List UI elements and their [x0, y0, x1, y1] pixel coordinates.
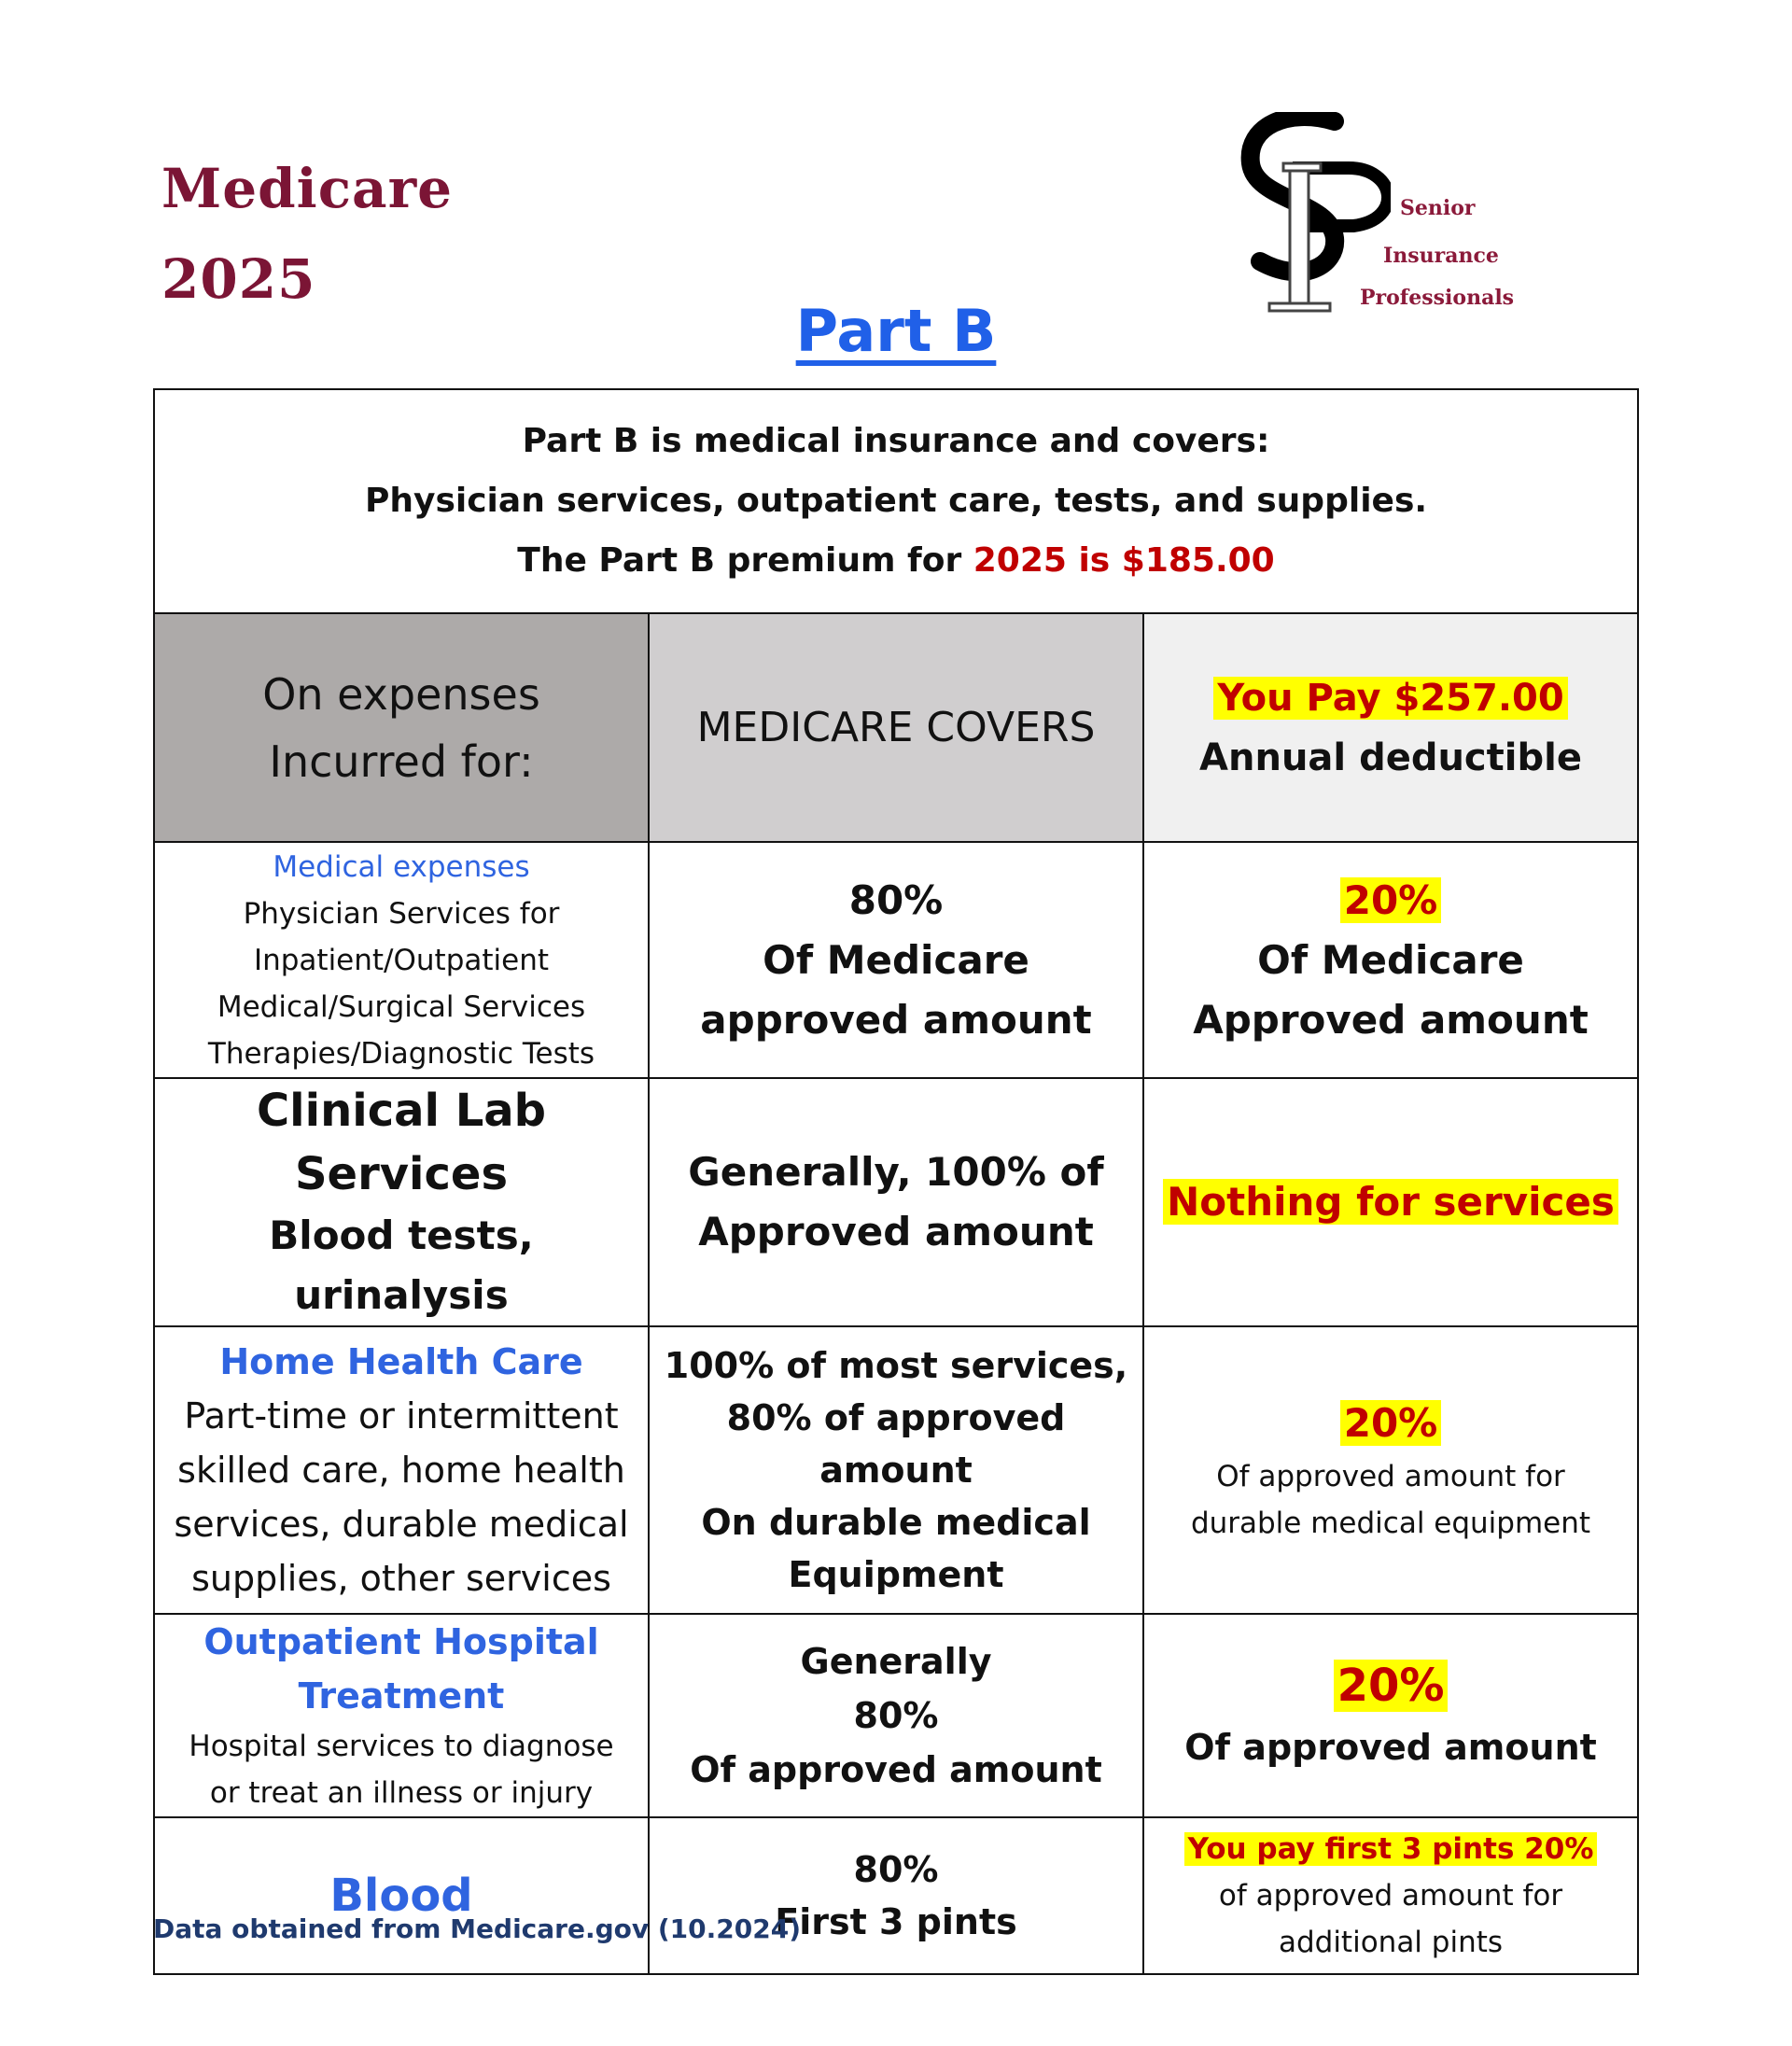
row-title: Clinical Lab Services: [256, 1085, 547, 1200]
you-pay-line: of approved amount for: [1218, 1879, 1563, 1913]
premium-prefix: The Part B premium for: [517, 541, 973, 580]
row-detail: or treat an illness or injury: [209, 1776, 594, 1810]
you-pay-cell: [1143, 1614, 1638, 1817]
deductible-label: Annual deductible: [1199, 736, 1582, 779]
company-logo: [1232, 112, 1531, 317]
you-pay-cell: [1143, 1078, 1638, 1326]
you-pay-line: Of approved amount: [1184, 1727, 1597, 1768]
you-pay-highlight: 20%: [1340, 877, 1442, 923]
covers-line: 80% of approved amount: [726, 1397, 1066, 1491]
covers-cell: [649, 842, 1143, 1078]
covers-line: Generally: [800, 1641, 992, 1682]
row-title: Medical expenses: [273, 849, 530, 884]
you-pay-line: Of approved amount for: [1216, 1460, 1565, 1493]
row-detail: Hospital services to diagnose: [189, 1730, 614, 1763]
you-pay-cell: [1143, 1817, 1638, 1974]
you-pay-line: durable medical equipment: [1190, 1506, 1591, 1540]
row-detail: Inpatient/Outpatient: [253, 943, 550, 977]
table-row: [154, 1817, 1638, 1974]
you-pay-line: additional pints: [1278, 1926, 1504, 1959]
row-detail: Therapies/Diagnostic Tests: [207, 1036, 595, 1071]
source-note: Data obtained from Medicare.gov (10.2024): [153, 1913, 802, 1944]
intro-line-2: Physician services, outpatient care, tests, and supplies.: [364, 482, 1428, 520]
covers-line: 80%: [853, 1695, 939, 1736]
table-row: [154, 1614, 1638, 1817]
covers-cell: [649, 1614, 1143, 1817]
intro-line-3: [164, 531, 1628, 591]
you-pay-line: Of Medicare: [1257, 936, 1524, 983]
you-pay-line: Approved amount: [1193, 996, 1589, 1043]
covers-line: On durable medical: [701, 1502, 1091, 1543]
covers-line: First 3 pints: [775, 1901, 1017, 1942]
title-year: 2025: [161, 247, 316, 311]
row-detail: Blood tests, urinalysis: [269, 1212, 534, 1318]
covers-line: 80%: [853, 1849, 939, 1890]
table-row: [154, 1078, 1638, 1326]
you-pay-highlight: You pay first 3 pints 20%: [1184, 1832, 1598, 1866]
you-pay-highlight: 20%: [1334, 1660, 1449, 1712]
table-row: [154, 1326, 1638, 1614]
row-title: Blood: [329, 1870, 473, 1922]
header-expenses-line-2: Incurred for:: [269, 736, 534, 787]
covers-cell: [649, 1326, 1143, 1614]
covers-line: Generally, 100% of: [688, 1149, 1104, 1195]
covers-line: Approved amount: [698, 1209, 1094, 1254]
expense-cell: [154, 1817, 649, 1974]
row-title-cont: Treatment: [298, 1675, 505, 1717]
covers-line: Equipment: [788, 1554, 1004, 1595]
row-detail: Medical/Surgical Services: [217, 989, 586, 1024]
header-expenses: [154, 613, 649, 842]
covers-line: approved amount: [700, 996, 1092, 1043]
covers-line: 100% of most services,: [664, 1345, 1128, 1386]
header-you-pay: [1143, 613, 1638, 842]
header-expenses-line-1: On expenses: [262, 668, 540, 720]
row-detail: supplies, other services: [191, 1558, 611, 1599]
you-pay-highlight: Nothing for services: [1163, 1179, 1618, 1225]
intro-line-1: Part B is medical insurance and covers:: [522, 422, 1270, 460]
row-title: Home Health Care: [219, 1341, 583, 1382]
expense-cell: [154, 1614, 649, 1817]
you-pay-cell: [1143, 842, 1638, 1078]
logo-text-professionals: Professionals: [1360, 286, 1515, 310]
covers-cell: [649, 1817, 1143, 1974]
expense-cell: [154, 1078, 649, 1326]
logo-text-senior: Senior: [1400, 196, 1476, 220]
header-row: [154, 613, 1638, 842]
intro-cell: [154, 389, 1638, 613]
expense-cell: [154, 1326, 649, 1614]
deductible-amount: You Pay $257.00: [1213, 677, 1567, 720]
row-detail: services, durable medical: [174, 1504, 629, 1545]
premium-amount: 2025 is $185.00: [973, 541, 1275, 580]
intro-row: [154, 389, 1638, 613]
row-title: Outpatient Hospital: [203, 1621, 599, 1662]
logo-text-insurance: Insurance: [1383, 244, 1499, 268]
row-detail: Physician Services for: [243, 896, 560, 931]
covers-line: Of Medicare: [763, 936, 1029, 983]
row-detail: skilled care, home health: [177, 1450, 625, 1491]
part-b-link[interactable]: Part B: [795, 297, 997, 365]
title-medicare: Medicare: [161, 157, 454, 220]
you-pay-highlight: 20%: [1340, 1400, 1442, 1446]
you-pay-cell: [1143, 1326, 1638, 1614]
section-heading: [0, 297, 1792, 365]
row-detail: Part-time or intermittent: [184, 1395, 619, 1436]
covers-line: 80%: [848, 876, 944, 923]
header-medicare-covers: MEDICARE COVERS: [649, 613, 1143, 842]
covers-line: Of approved amount: [690, 1749, 1102, 1790]
covers-cell: [649, 1078, 1143, 1326]
expense-cell: [154, 842, 649, 1078]
coverage-table: [153, 388, 1639, 1975]
table-row: [154, 842, 1638, 1078]
